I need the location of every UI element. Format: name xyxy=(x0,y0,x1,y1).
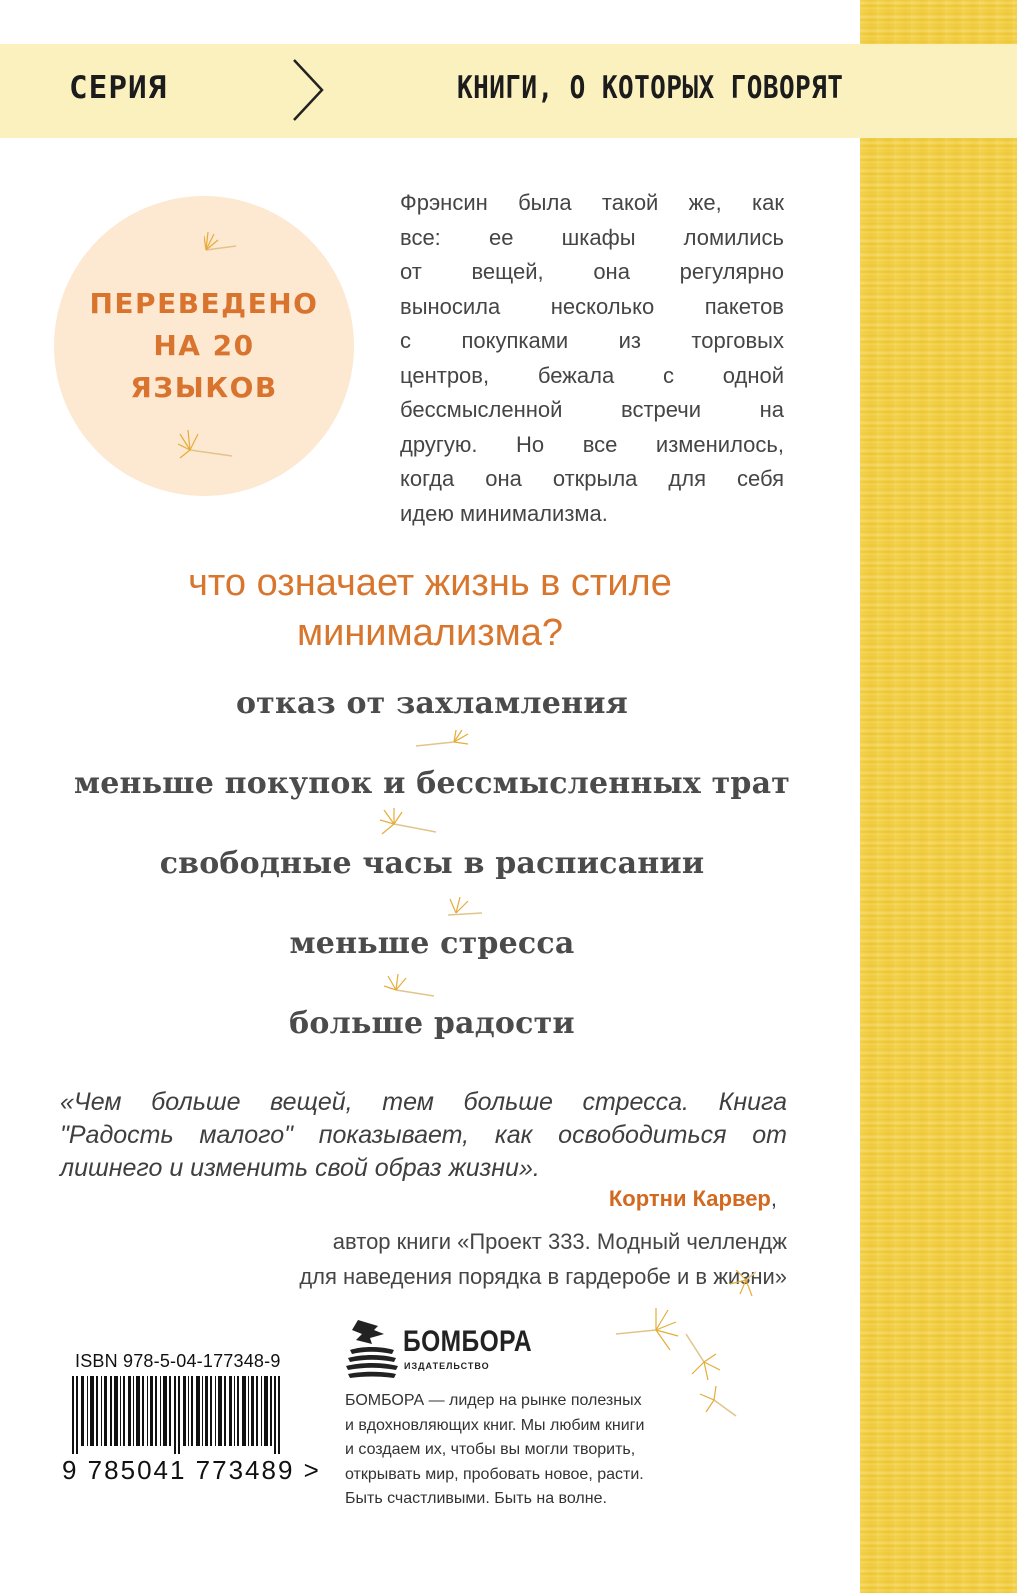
chevron-right-icon xyxy=(290,58,326,122)
intro-line: выносила несколько пакетов xyxy=(400,293,784,319)
intro-line: бессмысленной встречи на xyxy=(400,397,784,422)
publisher-line: открывать мир, пробовать новое, расти. xyxy=(345,1465,644,1483)
benefit-item: свободные часы в расписании xyxy=(159,846,705,881)
quote-author-comma: , xyxy=(770,1186,777,1211)
quote-author xyxy=(609,1186,777,1212)
intro-line: Фрэнсин была такой же, как xyxy=(400,190,784,215)
badge-line: НА 20 xyxy=(153,329,255,362)
question-line: минимализма? xyxy=(296,612,564,654)
dandelion-seed-icon xyxy=(446,895,486,921)
quote-line: лишнего и изменить свой образ жизни». xyxy=(60,1154,540,1182)
barcode-image xyxy=(60,1376,310,1456)
author-desc-line: для наведения порядка в гардеробе и в жизни» xyxy=(299,1264,787,1289)
testimonial-quote xyxy=(60,1086,787,1185)
translation-badge-text xyxy=(54,283,354,409)
quote-line: «Чем больше вещей, тем больше стресса. Книга xyxy=(60,1088,787,1116)
badge-line: ЯЗЫКОВ xyxy=(130,371,278,404)
dandelion-seed-icon xyxy=(414,728,470,752)
dandelion-seed-icon xyxy=(376,808,440,838)
publisher-line: и вдохновляющих книг. Мы любим книги xyxy=(345,1416,645,1434)
intro-line: когда она открыла для себя xyxy=(400,466,784,491)
intro-line: другую. Но все изменилось, xyxy=(400,431,784,457)
quote-line: "Радость малого" показывает, как освободиться от xyxy=(60,1121,787,1149)
benefit-item: меньше стресса xyxy=(289,926,575,961)
badge-line: ПЕРЕВЕДЕНО xyxy=(89,287,319,320)
publisher-logo-name: БОМБОРА xyxy=(403,1325,533,1358)
yellow-side-stripe xyxy=(860,0,1017,1593)
barcode-digits: 9 785041 773489 > xyxy=(62,1455,321,1485)
isbn-label: ISBN 978-5-04-177348-9 xyxy=(75,1351,281,1371)
intro-line: с покупками из торговых xyxy=(400,328,784,353)
bombora-logo-icon xyxy=(344,1316,400,1380)
dandelion-seed-icon xyxy=(204,230,246,256)
author-desc-line: автор книги «Проект 333. Модный челлендж xyxy=(332,1229,787,1254)
question-heading xyxy=(0,558,860,658)
benefit-item: отказ от захламления xyxy=(235,686,629,721)
publisher-line: и создаем их, чтобы вы могли творить, xyxy=(345,1441,636,1458)
intro-line: идею минимализма. xyxy=(400,500,608,526)
quote-author-name: Кортни Карвер xyxy=(608,1186,771,1211)
series-label: СЕРИЯ xyxy=(69,70,168,106)
publisher-logo-subtitle: ИЗДАТЕЛЬСТВО xyxy=(404,1361,490,1371)
publisher-line: Быть счастливыми. Быть на волне. xyxy=(345,1490,607,1507)
intro-line: все: ее шкафы ломились xyxy=(400,224,784,250)
intro-line: центров, бежала с одной xyxy=(400,362,784,388)
intro-paragraph xyxy=(400,186,784,531)
dandelion-seed-icon xyxy=(384,974,438,1002)
question-line: что означает жизнь в стиле xyxy=(188,562,672,604)
intro-line: от вещей, она регулярно xyxy=(400,259,784,284)
benefit-item: меньше покупок и бессмысленных трат xyxy=(73,766,791,801)
publisher-description xyxy=(345,1389,705,1512)
dandelion-seed-icon xyxy=(176,428,236,462)
benefit-item: больше радости xyxy=(289,1006,575,1041)
publisher-line: БОМБОРА — лидер на рынке полезных xyxy=(345,1392,642,1409)
series-name: КНИГИ, О КОТОРЫХ ГОВОРЯТ xyxy=(457,70,844,106)
